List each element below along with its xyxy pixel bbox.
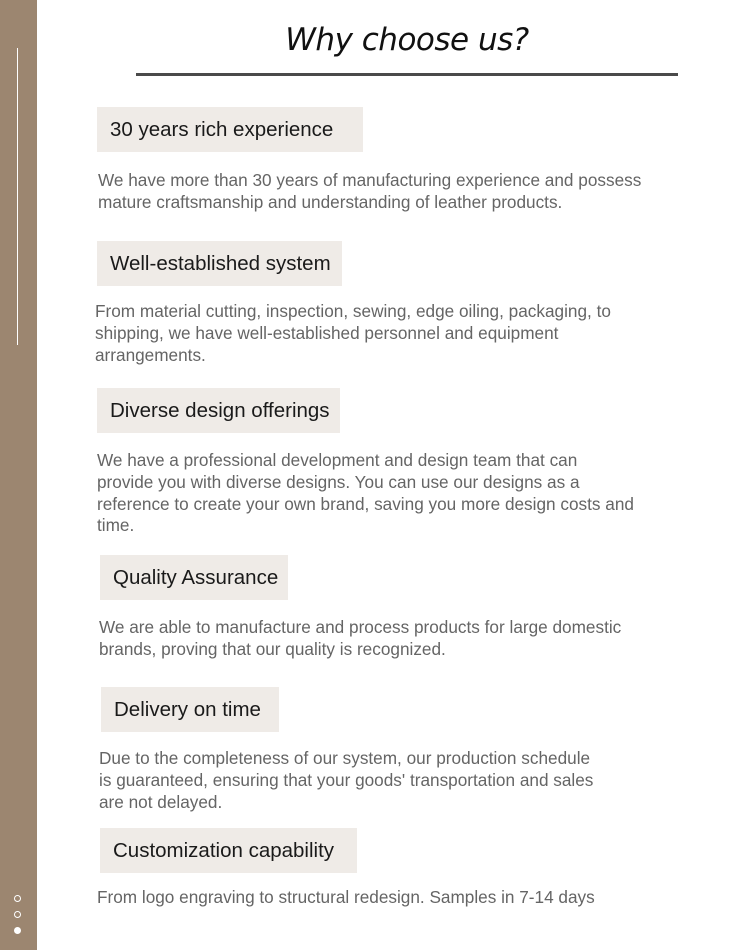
section-text-system: From material cutting, inspection, sewing, edge oiling, packaging, to shipping, we have well-established personnel and equipment arrangements.: [95, 301, 611, 365]
title-underline: [136, 73, 678, 76]
section-heading-delivery: Delivery on time: [101, 687, 279, 732]
section-text-quality: We are able to manufacture and process products for large domestic brands, proving that our quality is recognized.: [99, 617, 622, 659]
section-text-experience: We have more than 30 years of manufacturing experience and possess mature craftsmanship and understanding of leather products.: [98, 170, 642, 212]
section-text-customization: From logo engraving to structural redesign. Samples in 7-14 days: [97, 887, 595, 907]
page-dot-2[interactable]: [14, 911, 21, 918]
page-dot-1[interactable]: [14, 895, 21, 902]
section-heading-customization: Customization capability: [100, 828, 357, 873]
section-heading-system: Well-established system: [97, 241, 342, 286]
section-heading-design: Diverse design offerings: [97, 388, 340, 433]
section-heading-quality: Quality Assurance: [100, 555, 288, 600]
page-title: Why choose us?: [285, 22, 529, 58]
section-text-delivery: Due to the completeness of our system, our production schedule is guaranteed, ensuring that your goods' transportation and sales are not delayed.: [99, 748, 594, 812]
side-divider-line: [17, 48, 18, 345]
side-accent-strip: [0, 0, 37, 950]
section-heading-experience: 30 years rich experience: [97, 107, 363, 152]
page-dot-3-active[interactable]: [14, 927, 21, 934]
section-text-design: We have a professional development and design team that can provide you with diverse designs. You can use our designs as a reference to create your own brand, saving you more design costs and time.: [97, 450, 634, 536]
